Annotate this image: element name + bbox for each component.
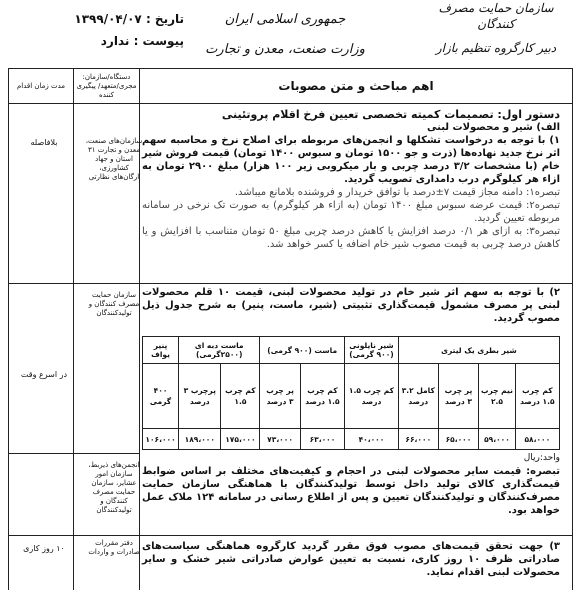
table-subheader: کم چرب ۱.۵	[221, 364, 260, 429]
group-yogurt: ماست (۹۰۰ گرمی)	[260, 337, 345, 364]
table-cell: ۵۸،۰۰۰	[515, 429, 559, 450]
table-subheader-row	[143, 364, 560, 429]
section2-deadline: در اسرع وقت	[20, 370, 68, 379]
row-divider	[9, 535, 572, 536]
section4-actor: دفتر مقررات صادرات و واردات	[88, 539, 140, 556]
dairy-price-table	[142, 336, 560, 450]
table-cell: ۱۰۶،۰۰۰	[143, 429, 179, 450]
table-cell: ۶۶،۰۰۰	[398, 429, 438, 450]
row-divider	[9, 283, 572, 284]
agenda-subtitle: الف) شیر و محصولات لبنی	[427, 122, 560, 133]
date-row	[14, 8, 184, 30]
section2-text	[142, 286, 560, 325]
table-subheader: ۴۰۰ گرمی	[143, 364, 179, 429]
org-department: دبیر کارگروه تنظیم بازار	[435, 41, 557, 55]
unit-note: واحد:ریال	[523, 453, 560, 463]
table-cell: ۶۳،۰۰۰	[300, 429, 344, 450]
section4-text	[142, 540, 560, 579]
table-cell: ۷۳،۰۰۰	[260, 429, 300, 450]
row-divider	[9, 103, 572, 104]
attachment-row	[14, 30, 184, 52]
table-cell: ۱۸۹،۰۰۰	[179, 429, 221, 450]
row-divider	[9, 453, 139, 454]
section1-deadline: بلافاصله	[30, 138, 58, 147]
resolution-2: ۲) با توجه به سهم اثر شیر خام در تولید محصولات لبنی، قیمت ۱۰ قلم محصولات لبنی پر مصرف مشمول قیمت‌گذاری تثبیتی (شیر، ماست، پنیر) به شرح جدول ذیل مصوب گردید.	[142, 287, 560, 324]
section2-actor: سازمان حمایت مصرف کنندگان و تولیدکنندگان	[88, 291, 140, 317]
emblem-header	[205, 8, 365, 62]
table-subheader: پر چرب ۳ درصد	[438, 364, 478, 429]
section1-text	[142, 108, 560, 251]
document-meta	[14, 8, 184, 52]
section3-text	[142, 452, 560, 517]
resolution-1: ۱) با توجه به درخواست تشکلها و انجمن‌های مربوطه برای اصلاح نرخ و محاسبه سهم اثر نرخ جدید نهاده‌ها (ذرت و جو ۱۵۰۰ تومان و سبوس ۱۴۰۰ تومان) قیمت فروش شیر خام (با مشخصات ۳/۲ درصد چربی و بار میکروبی زیر ۱۰۰ هزار) مبلغ ۲۹۰۰ تومان به ازاء هر کیلوگرم درب دامداری تصویب گردید.	[142, 135, 561, 185]
date-value: ۱۳۹۹/۰۴/۰۷	[74, 12, 142, 26]
section1-actor: سازمان‌های صنعت، معدن و تجارت ۳۱ استان و جهاد کشاورزی، ارگان‌های نظارتی	[85, 137, 143, 181]
agenda-title: دستور اول: تصمیمات کمیته تخصصی تعیین فرخ اقلام پروتئینی	[221, 108, 560, 121]
table-subheader: کم چرب ۱.۵ درصد	[515, 364, 559, 429]
table-cell: ۴۰،۰۰۰	[345, 429, 399, 450]
date-label: تاریخ :	[145, 12, 184, 26]
country-name: جمهوری اسلامی ایران	[224, 12, 346, 27]
table-price-row	[143, 429, 560, 450]
org-header	[421, 0, 571, 56]
note-3: تبصره۳: به ازای هر ۰/۱ درصد افزایش یا کاهش درصد چربی مبلغ ۵۰ تومان متناسب با افزایش و یا کاهش درصد چربی به قیمت مصوب شیر خام اضافه یا کسر خواهد شد.	[142, 226, 561, 250]
table-subheader: کم چرب ۱.۵ درصد	[345, 364, 399, 429]
table-group-row	[143, 337, 560, 364]
resolution-3: ۳) جهت تحقق قیمت‌های مصوب فوق مقرر گردید کارگروه هماهنگی سیاست‌های صادراتی ظرف ۱۰ روز کاری، نسبت به تعیین عوارض صادراتی شیر خشک و سایر محصولات لبنی اقدام نماید.	[142, 541, 560, 578]
section4-deadline: ۱۰ روز کاری	[23, 544, 65, 553]
column-header-actor: دستگاه/سازمان: مجری/متعهد/ پیگیری کننده	[76, 72, 137, 99]
table-cell: ۶۵،۰۰۰	[438, 429, 478, 450]
group-bottle-milk: شیر بطری یک لیتری	[398, 337, 559, 364]
attachment-value: ندارد	[100, 34, 130, 48]
org-name: سازمان حمایت مصرف کنندگان	[438, 1, 554, 31]
table-subheader: پر چرب ۳ درصد	[260, 364, 300, 429]
table-cell: ۵۹،۰۰۰	[479, 429, 516, 450]
group-bag-milk: شیر نایلونی (۹۰۰ گرمی)	[345, 337, 399, 364]
column-header-deadline: مدت زمان اقدام	[16, 81, 66, 90]
table-subheader: کم چرب ۱.۵ درصد	[300, 364, 344, 429]
table-cell: ۱۷۵،۰۰۰	[221, 429, 260, 450]
section3-actor: انجمن‌های ذیربط، سازمان امور عشایر، سازمان حمایت مصرف کنندگان و تولیدکنندگان	[88, 461, 140, 514]
attachment-label: پیوست :	[133, 34, 184, 48]
note-1: تبصره۱: دامنه مجاز قیمت ۷±درصد با توافق خریدار و فروشنده بلامانع میباشد.	[234, 187, 560, 198]
group-yogurt-tub: ماست دبه ای (۲۵۰۰گرمی)	[179, 337, 260, 364]
group-uf-cheese: پنیر یواف	[143, 337, 179, 364]
table-subheader: پرچرب ۳ درصد	[179, 364, 221, 429]
column-header-title: اهم مباحث و متن مصوبات	[278, 78, 434, 93]
ministry-name: وزارت صنعت، معدن و تجارت	[205, 42, 365, 57]
note-other-dairy: تبصره: قیمت سایر محصولات لبنی در احجام و کیفیت‌های مختلف بر اساس ضوابط قیمت‌گذاری کالای تولید داخل توسط تولیدکنندگان با هماهنگی سازمان حمایت مصرف‌کنندگان و تولیدکنندگان تعیین و پس از اطلاع رسانی در سامانه ۱۲۴ ملاک عمل خواهد بود.	[142, 466, 560, 516]
table-subheader: نیم چرب ۲.۵	[479, 364, 516, 429]
note-2: تبصره۲: قیمت عرضه سبوس مبلغ ۱۴۰۰ تومان (به ازاء هر کیلوگرم) به صورت تک نرخی در سامانه مربوطه تعیین گردید.	[142, 200, 560, 224]
table-subheader: کامل ۳.۲ درصد	[398, 364, 438, 429]
